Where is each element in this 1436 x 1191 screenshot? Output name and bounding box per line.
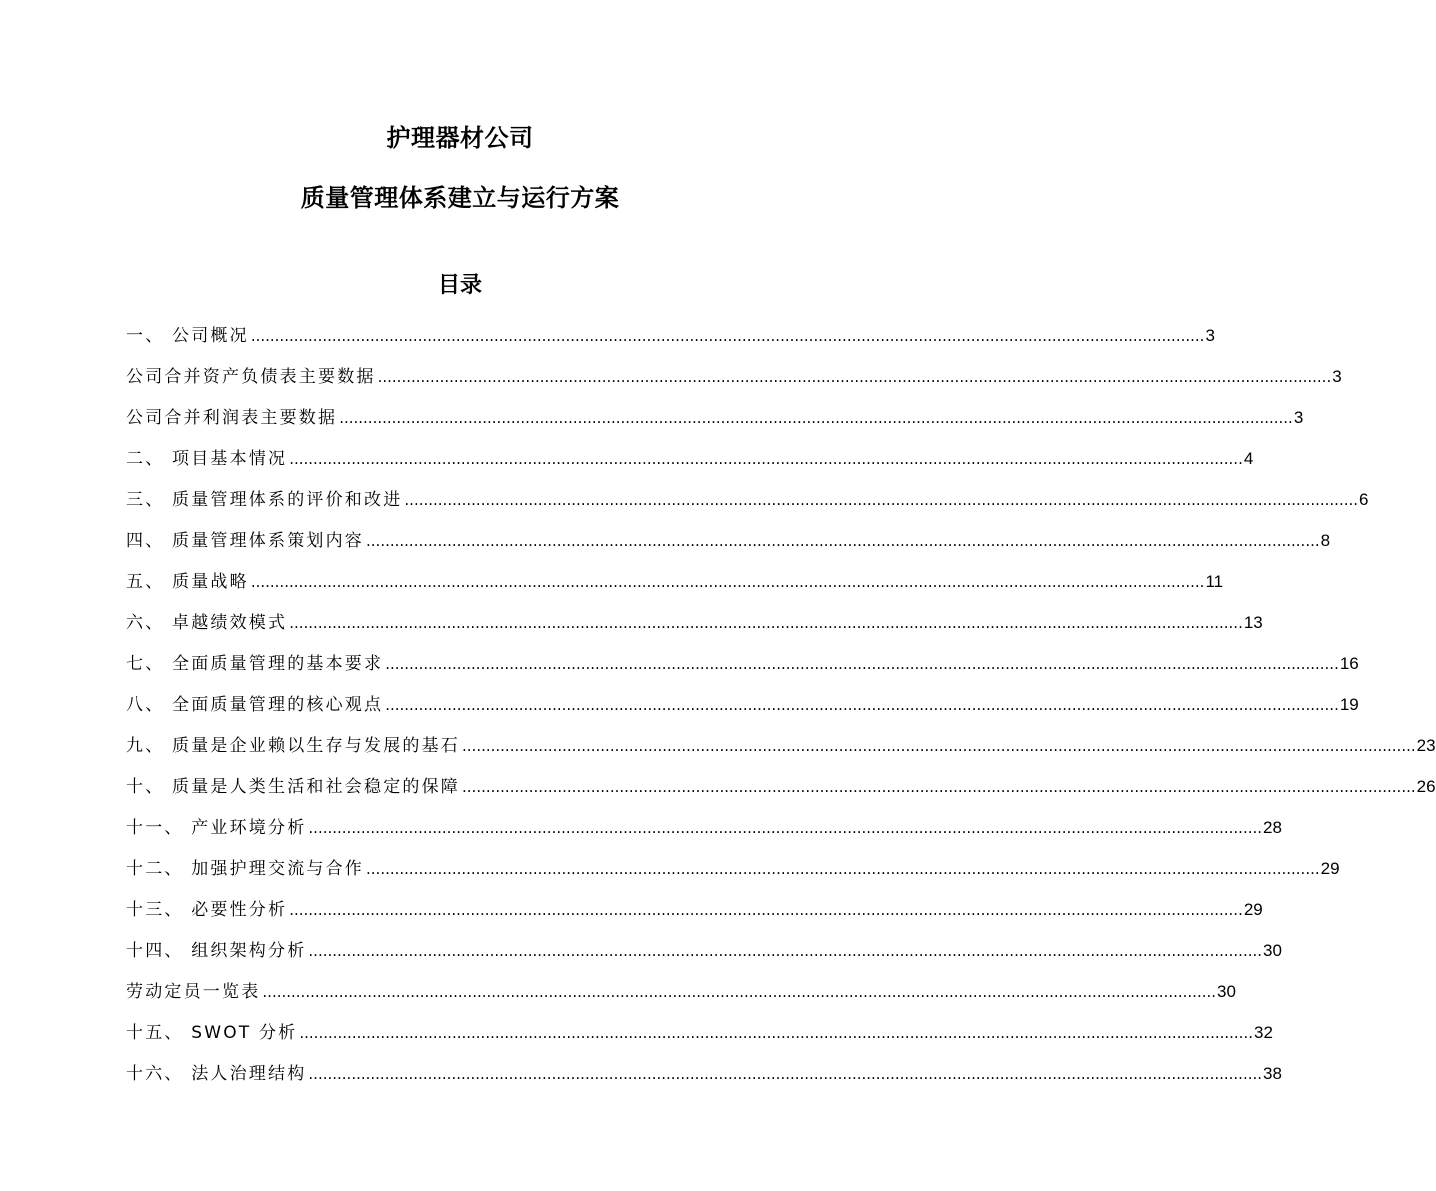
toc-entry-label: 四、 质量管理体系策划内容 [126,531,365,551]
toc-entry-page: 32 [1254,1023,1273,1042]
toc-entry-page: 30 [1263,941,1282,960]
toc-entry[interactable] [126,690,1359,731]
toc-dot-leader: ........................................................................................................................................................................................................ [377,368,1332,386]
toc-entry-label: 十三、 必要性分析 [126,900,288,920]
toc-entry-label: 十、 质量是人类生活和社会稳定的保障 [126,777,461,797]
toc-entry-label: 六、 卓越绩效模式 [126,613,288,633]
toc-entry-label: 五、 质量战略 [126,572,249,592]
toc-entry-label: 三、 质量管理体系的评价和改进 [126,490,403,510]
toc-entry-page: 16 [1339,654,1359,673]
toc-entry[interactable] [126,649,1359,690]
toc-entry-label: 公司合并利润表主要数据 [126,408,338,428]
document-title-company: 护理器材公司 [386,124,534,152]
toc-entry-page: 11 [1205,572,1224,591]
toc-dot-leader: ........................................................................................................................................................................................................ [250,327,1205,345]
toc-dot-leader: ........................................................................................................................................................................................................ [366,860,1320,878]
toc-entry[interactable] [126,936,1282,977]
toc-entry-label: 七、 全面质量管理的基本要求 [126,654,384,674]
toc-dot-leader: ........................................................................................................................................................................................................ [385,655,1339,673]
toc-entry[interactable] [126,1059,1282,1100]
toc-entry[interactable] [126,731,1436,772]
toc-entry-page: 29 [1320,859,1340,878]
toc-entry-page: 30 [1217,982,1236,1001]
toc-entry-page: 19 [1339,695,1359,714]
toc-entry[interactable] [126,895,1263,936]
toc-entry[interactable] [126,977,1236,1018]
toc-entry-page: 28 [1263,818,1282,837]
toc-entry-label: 十一、 产业环境分析 [126,818,307,838]
toc-dot-leader: ........................................................................................................................................................................................................ [308,819,1263,837]
toc-entry[interactable] [126,444,1254,485]
toc-dot-leader: ........................................................................................................................................................................................................ [299,1024,1253,1042]
toc-entry-page: 29 [1243,900,1263,919]
toc-dot-leader: ........................................................................................................................................................................................................ [339,409,1293,427]
toc-dot-leader: ........................................................................................................................................................................................................ [250,573,1205,591]
toc-entry[interactable] [126,772,1436,813]
toc-dot-leader: ........................................................................................................................................................................................................ [308,1065,1263,1083]
toc-entry[interactable] [126,854,1340,895]
toc-dot-leader: ........................................................................................................................................................................................................ [366,532,1320,550]
toc-entry[interactable] [126,403,1304,444]
toc-entry-page: 13 [1243,613,1263,632]
toc-entry-page: 3 [1205,326,1215,345]
toc-entry-label: 十六、 法人治理结构 [126,1064,307,1084]
toc-dot-leader: ........................................................................................................................................................................................................ [385,696,1339,714]
toc-entry[interactable] [126,485,1369,526]
toc-entry[interactable] [126,1018,1273,1059]
toc-entry[interactable] [126,362,1342,403]
toc-entry-label: 八、 全面质量管理的核心观点 [126,695,384,715]
toc-entry-page: 3 [1293,408,1304,427]
toc-entry-label: 二、 项目基本情况 [126,449,288,469]
toc-heading: 目录 [437,273,482,298]
document-title-subject: 质量管理体系建立与运行方案 [300,184,620,212]
toc-entry-page: 6 [1359,490,1369,509]
toc-entry-label: 十四、 组织架构分析 [126,941,307,961]
toc-entry-label: 十二、 加强护理交流与合作 [126,859,365,879]
toc-dot-leader: ........................................................................................................................................................................................................ [462,737,1416,755]
toc-entry-label: 劳动定员一览表 [126,982,261,1002]
toc-dot-leader: ........................................................................................................................................................................................................ [462,778,1416,796]
toc-entry[interactable] [126,813,1282,854]
toc-entry[interactable] [126,321,1215,362]
toc-entry-label: 一、 公司概况 [126,326,249,346]
toc-entry-page: 3 [1332,367,1342,386]
toc-entry[interactable] [126,608,1263,649]
toc-dot-leader: ........................................................................................................................................................................................................ [289,614,1243,632]
toc-entry-label: 公司合并资产负债表主要数据 [126,367,376,387]
toc-entry-page: 4 [1243,449,1254,468]
toc-entry-label: 九、 质量是企业赖以生存与发展的基石 [126,736,461,756]
toc-entry-page: 38 [1263,1064,1282,1083]
toc-dot-leader: ........................................................................................................................................................................................................ [262,983,1217,1001]
toc-entry[interactable] [126,567,1224,608]
toc-entry-label: 十五、 SWOT 分析 [126,1023,298,1043]
toc-dot-leader: ........................................................................................................................................................................................................ [289,450,1243,468]
toc-entry-page: 26 [1416,777,1436,796]
toc-dot-leader: ........................................................................................................................................................................................................ [308,942,1263,960]
toc-dot-leader: ........................................................................................................................................................................................................ [404,491,1359,509]
toc-entry-page: 23 [1416,736,1436,755]
toc-entry-page: 8 [1320,531,1331,550]
toc-entry[interactable] [126,526,1331,567]
table-of-contents [126,321,1436,1100]
toc-dot-leader: ........................................................................................................................................................................................................ [289,901,1243,919]
